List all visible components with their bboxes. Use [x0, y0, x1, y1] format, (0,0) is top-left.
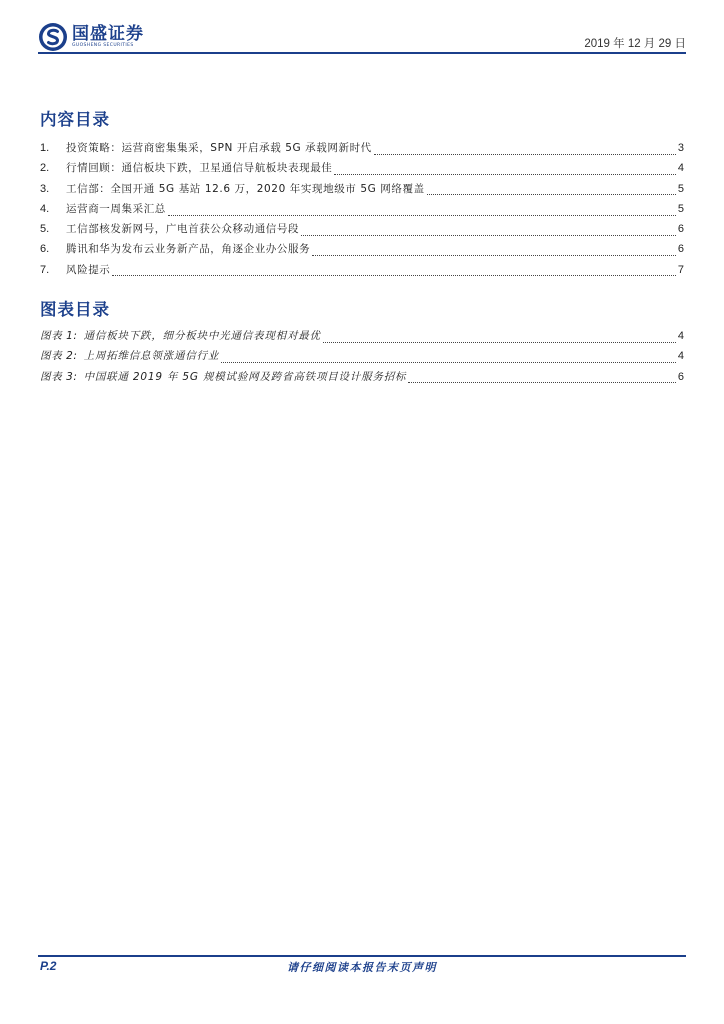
toc-entry[interactable]: [40, 201, 684, 221]
page-number: P.2: [40, 959, 57, 973]
figure-entry[interactable]: [40, 369, 684, 389]
dot-leader: [408, 382, 676, 383]
toc-entry[interactable]: [40, 221, 684, 241]
toc-entry-title: 行情回顾：通信板块下跌，卫星通信导航板块表现最佳: [66, 162, 333, 175]
toc-entry[interactable]: [40, 262, 684, 282]
brand-name-en: GUOSHENG SECURITIES: [72, 43, 134, 48]
dot-leader: [323, 342, 676, 343]
toc-entry-number: 4.: [40, 202, 50, 215]
toc-entry-number: 2.: [40, 162, 50, 175]
figure-entry-title: 上周拓维信息领涨通信行业: [83, 350, 220, 363]
dot-leader: [374, 154, 676, 155]
dot-leader: [312, 255, 676, 256]
toc-entry-title: 运营商一周集采汇总: [66, 202, 166, 215]
toc-entry[interactable]: [40, 241, 684, 261]
dot-leader: [334, 174, 675, 175]
figure-entry-title: 通信板块下跌，细分板块中光通信表现相对最优: [83, 330, 321, 342]
figures-title: 图表目录: [40, 300, 110, 319]
toc-entry-title: 工信部：全国开通 5G 基站 12.6 万，2020 年实现地级市 5G 网络覆盖: [66, 182, 425, 195]
toc-entry-title: 投资策略：运营商密集集采，SPN 开启承载 5G 承载网新时代: [66, 142, 372, 154]
dot-leader: [427, 194, 676, 195]
guosheng-logo-icon: [38, 22, 68, 52]
dot-leader: [301, 235, 676, 236]
toc-entry-page: 6: [677, 243, 684, 256]
toc-entry-page: 5: [677, 182, 684, 195]
toc-entry-title: 风险提示: [66, 263, 111, 276]
figure-entry-label: 图表 1:: [40, 330, 78, 342]
toc-entry-number: 1.: [40, 142, 50, 154]
toc-entry-number: 3.: [40, 182, 50, 195]
toc-entry-number: 7.: [40, 263, 50, 276]
header-divider: [38, 52, 686, 54]
toc-entry-page: 6: [677, 223, 684, 236]
brand-name-cn: 国盛证券: [72, 24, 144, 44]
dot-leader: [168, 215, 676, 216]
figures-list: [40, 328, 684, 389]
figure-entry-page: 6: [677, 370, 684, 383]
toc-entry-page: 5: [677, 202, 684, 215]
toc-entry-title: 工信部核发新网号，广电首获公众移动通信号段: [66, 223, 300, 236]
toc-entry-number: 6.: [40, 243, 50, 256]
report-date: 2019 年 12 月 29 日: [584, 38, 686, 50]
figure-entry-label: 图表 3:: [40, 370, 78, 383]
toc-entry[interactable]: [40, 160, 684, 180]
toc-entry-page: 7: [677, 263, 684, 276]
figure-entry-label: 图表 2:: [40, 350, 78, 363]
dot-leader: [221, 362, 676, 363]
figure-entry-page: 4: [677, 350, 684, 363]
footer-divider: [38, 955, 686, 957]
figure-entry-page: 4: [677, 330, 684, 342]
toc-entry-page: 4: [677, 162, 684, 175]
toc-entry-page: 3: [677, 142, 684, 154]
toc-entry[interactable]: [40, 181, 684, 201]
toc-entry[interactable]: [40, 140, 684, 160]
brand-logo: [38, 22, 144, 52]
page-header: [38, 22, 686, 56]
contents-title: 内容目录: [40, 110, 110, 129]
contents-list: [40, 140, 684, 282]
figure-entry[interactable]: [40, 348, 684, 368]
dot-leader: [112, 275, 675, 276]
toc-entry-number: 5.: [40, 223, 50, 236]
disclaimer-note: 请仔细阅读本报告末页声明: [287, 961, 437, 974]
toc-entry-title: 腾讯和华为发布云业务新产品，角逐企业办公服务: [66, 243, 311, 256]
figure-entry[interactable]: [40, 328, 684, 348]
figure-entry-title: 中国联通 2019 年 5G 规模试验网及跨省高铁项目设计服务招标: [83, 370, 407, 383]
